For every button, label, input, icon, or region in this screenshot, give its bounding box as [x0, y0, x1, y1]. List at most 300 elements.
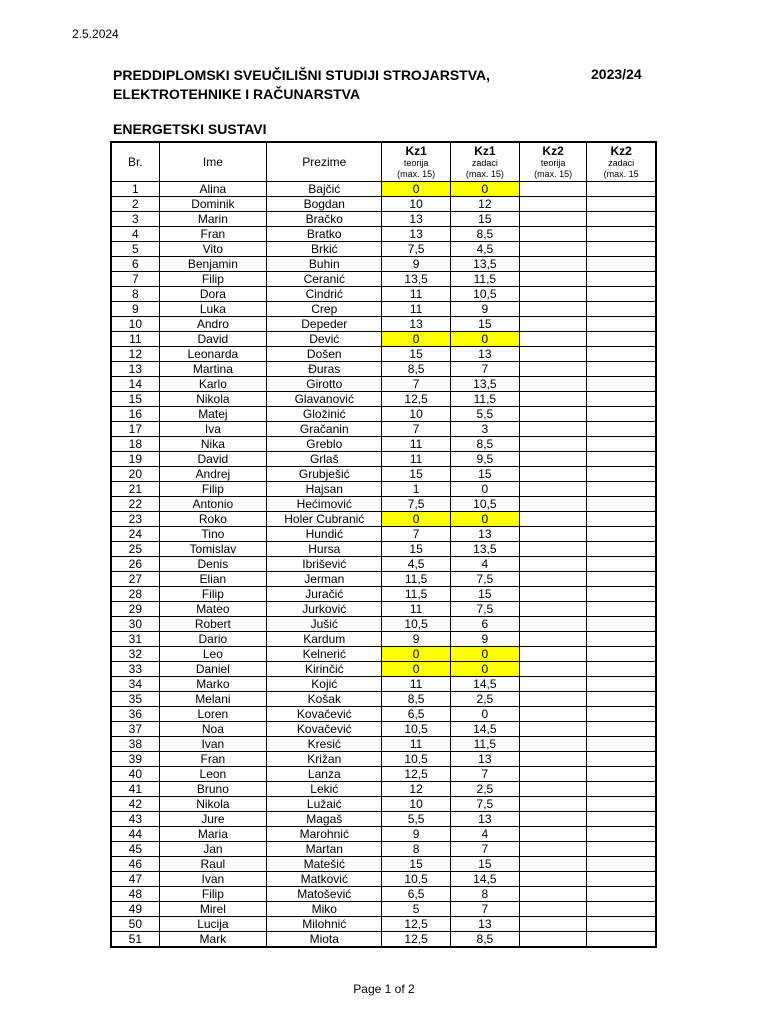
- cell-kz1-zadaci: 10,5: [450, 497, 519, 512]
- table-row: [111, 362, 656, 377]
- cell-kz2-zadaci: [587, 752, 656, 767]
- cell-kz1-teorija: 15: [382, 857, 450, 872]
- header-kz1-zadaci-sub: zadaci: [471, 158, 498, 168]
- cell-kz1-zadaci: 15: [450, 467, 519, 482]
- cell-kz1-zadaci: 11,5: [450, 392, 519, 407]
- cell-prezime: Kovačević: [267, 707, 382, 722]
- cell-kz2-zadaci: [587, 407, 656, 422]
- cell-kz1-zadaci: 4: [450, 827, 519, 842]
- cell-prezime: Ceranić: [267, 272, 382, 287]
- cell-kz1-teorija: 12: [382, 782, 450, 797]
- table-row: [111, 887, 656, 902]
- cell-prezime: Holer Cubranić: [267, 512, 382, 527]
- cell-kz2-teorija: [519, 422, 586, 437]
- cell-kz1-zadaci: 7: [450, 902, 519, 917]
- cell-kz2-zadaci: [587, 827, 656, 842]
- cell-kz1-zadaci: 15: [450, 212, 519, 227]
- cell-kz1-zadaci: 7,5: [450, 602, 519, 617]
- table-row: [111, 767, 656, 782]
- cell-kz2-zadaci: [587, 437, 656, 452]
- cell-kz1-zadaci: 7: [450, 767, 519, 782]
- cell-kz1-zadaci: 10,5: [450, 287, 519, 302]
- cell-kz2-zadaci: [587, 527, 656, 542]
- cell-br: 28: [111, 587, 159, 602]
- cell-prezime: Glavanović: [267, 392, 382, 407]
- cell-ime: Leon: [159, 767, 266, 782]
- cell-kz2-teorija: [519, 407, 586, 422]
- cell-kz2-zadaci: [587, 182, 656, 197]
- cell-br: 41: [111, 782, 159, 797]
- cell-kz1-teorija: 5,5: [382, 812, 450, 827]
- cell-kz2-teorija: [519, 647, 586, 662]
- cell-kz1-zadaci: 8,5: [450, 227, 519, 242]
- header-kz2-teorija-title: Kz2: [542, 144, 564, 158]
- cell-br: 39: [111, 752, 159, 767]
- cell-ime: Loren: [159, 707, 266, 722]
- cell-kz2-teorija: [519, 182, 586, 197]
- cell-ime: Jure: [159, 812, 266, 827]
- cell-br: 13: [111, 362, 159, 377]
- cell-ime: Nika: [159, 437, 266, 452]
- cell-br: 4: [111, 227, 159, 242]
- cell-prezime: Miko: [267, 902, 382, 917]
- cell-kz1-zadaci: 8,5: [450, 932, 519, 948]
- cell-br: 47: [111, 872, 159, 887]
- cell-kz2-teorija: [519, 887, 586, 902]
- cell-prezime: Hećimović: [267, 497, 382, 512]
- cell-prezime: Jurković: [267, 602, 382, 617]
- cell-kz1-zadaci: 0: [450, 662, 519, 677]
- cell-kz1-teorija: 11: [382, 602, 450, 617]
- cell-kz1-zadaci: 11,5: [450, 737, 519, 752]
- cell-prezime: Ibrišević: [267, 557, 382, 572]
- table-row: [111, 842, 656, 857]
- cell-kz1-teorija: 11: [382, 302, 450, 317]
- cell-kz1-teorija: 11,5: [382, 587, 450, 602]
- cell-kz2-teorija: [519, 512, 586, 527]
- cell-br: 6: [111, 257, 159, 272]
- cell-kz2-zadaci: [587, 467, 656, 482]
- cell-kz2-teorija: [519, 707, 586, 722]
- cell-kz1-zadaci: 8,5: [450, 437, 519, 452]
- cell-br: 27: [111, 572, 159, 587]
- table-row: [111, 407, 656, 422]
- table-row: [111, 512, 656, 527]
- cell-kz2-zadaci: [587, 257, 656, 272]
- cell-kz2-zadaci: [587, 272, 656, 287]
- cell-kz2-teorija: [519, 482, 586, 497]
- cell-kz1-zadaci: 4: [450, 557, 519, 572]
- cell-kz2-teorija: [519, 542, 586, 557]
- cell-kz2-zadaci: [587, 422, 656, 437]
- cell-br: 33: [111, 662, 159, 677]
- table-row: [111, 782, 656, 797]
- table-row: [111, 917, 656, 932]
- cell-br: 8: [111, 287, 159, 302]
- cell-ime: Filip: [159, 587, 266, 602]
- table-row: [111, 902, 656, 917]
- cell-br: 46: [111, 857, 159, 872]
- cell-br: 49: [111, 902, 159, 917]
- cell-kz2-teorija: [519, 902, 586, 917]
- cell-ime: Robert: [159, 617, 266, 632]
- cell-br: 51: [111, 932, 159, 948]
- cell-br: 11: [111, 332, 159, 347]
- header-kz1-teorija: [382, 142, 450, 182]
- cell-ime: Leo: [159, 647, 266, 662]
- cell-kz1-teorija: 12,5: [382, 917, 450, 932]
- cell-kz1-teorija: 0: [382, 662, 450, 677]
- table-row: [111, 212, 656, 227]
- cell-kz2-teorija: [519, 572, 586, 587]
- cell-kz2-zadaci: [587, 722, 656, 737]
- cell-prezime: Milohnić: [267, 917, 382, 932]
- cell-kz1-teorija: 12,5: [382, 392, 450, 407]
- cell-prezime: Miota: [267, 932, 382, 948]
- cell-ime: Raul: [159, 857, 266, 872]
- grades-body: [111, 182, 656, 948]
- cell-prezime: Hursa: [267, 542, 382, 557]
- cell-kz1-zadaci: 0: [450, 332, 519, 347]
- cell-kz1-zadaci: 7: [450, 362, 519, 377]
- cell-br: 1: [111, 182, 159, 197]
- cell-kz1-zadaci: 0: [450, 707, 519, 722]
- header-br: Br.: [111, 142, 159, 182]
- cell-prezime: Depeder: [267, 317, 382, 332]
- cell-prezime: Kelnerić: [267, 647, 382, 662]
- cell-prezime: Dević: [267, 332, 382, 347]
- cell-kz2-zadaci: [587, 557, 656, 572]
- cell-br: 35: [111, 692, 159, 707]
- cell-ime: Dominik: [159, 197, 266, 212]
- cell-kz1-teorija: 15: [382, 542, 450, 557]
- cell-kz2-teorija: [519, 497, 586, 512]
- cell-ime: Filip: [159, 482, 266, 497]
- cell-br: 19: [111, 452, 159, 467]
- cell-kz1-zadaci: 12: [450, 197, 519, 212]
- cell-br: 25: [111, 542, 159, 557]
- cell-kz1-teorija: 8,5: [382, 362, 450, 377]
- cell-kz1-zadaci: 13,5: [450, 257, 519, 272]
- cell-kz2-zadaci: [587, 512, 656, 527]
- cell-kz2-teorija: [519, 377, 586, 392]
- cell-kz1-teorija: 11: [382, 737, 450, 752]
- cell-ime: Jan: [159, 842, 266, 857]
- cell-kz2-teorija: [519, 917, 586, 932]
- cell-kz1-zadaci: 0: [450, 182, 519, 197]
- cell-prezime: Jerman: [267, 572, 382, 587]
- cell-ime: Filip: [159, 887, 266, 902]
- cell-br: 2: [111, 197, 159, 212]
- cell-kz1-zadaci: 8: [450, 887, 519, 902]
- cell-kz1-zadaci: 9,5: [450, 452, 519, 467]
- cell-kz2-zadaci: [587, 917, 656, 932]
- cell-ime: Mark: [159, 932, 266, 948]
- cell-ime: Tomislav: [159, 542, 266, 557]
- cell-br: 7: [111, 272, 159, 287]
- cell-kz2-teorija: [519, 722, 586, 737]
- table-row: [111, 257, 656, 272]
- cell-prezime: Cindrić: [267, 287, 382, 302]
- cell-kz1-zadaci: 13: [450, 917, 519, 932]
- cell-ime: Andrej: [159, 467, 266, 482]
- cell-kz2-zadaci: [587, 482, 656, 497]
- cell-kz1-zadaci: 13: [450, 347, 519, 362]
- cell-kz1-teorija: 0: [382, 332, 450, 347]
- cell-kz2-teorija: [519, 557, 586, 572]
- cell-kz1-teorija: 6,5: [382, 707, 450, 722]
- cell-br: 23: [111, 512, 159, 527]
- cell-prezime: Kojić: [267, 677, 382, 692]
- table-row: [111, 587, 656, 602]
- cell-ime: Iva: [159, 422, 266, 437]
- cell-kz1-teorija: 13: [382, 227, 450, 242]
- cell-kz2-zadaci: [587, 317, 656, 332]
- cell-ime: Roko: [159, 512, 266, 527]
- table-row: [111, 182, 656, 197]
- cell-br: 45: [111, 842, 159, 857]
- cell-kz1-teorija: 10: [382, 197, 450, 212]
- cell-ime: Filip: [159, 272, 266, 287]
- cell-kz1-zadaci: 13: [450, 527, 519, 542]
- cell-ime: Fran: [159, 227, 266, 242]
- cell-kz2-teorija: [519, 242, 586, 257]
- cell-kz2-zadaci: [587, 602, 656, 617]
- header-kz2-zadaci: [587, 142, 656, 182]
- cell-ime: Nikola: [159, 797, 266, 812]
- table-row: [111, 707, 656, 722]
- cell-kz1-zadaci: 7: [450, 842, 519, 857]
- cell-br: 9: [111, 302, 159, 317]
- table-row: [111, 272, 656, 287]
- cell-prezime: Došen: [267, 347, 382, 362]
- header-kz2-zadaci-title: Kz2: [610, 144, 632, 158]
- cell-kz2-teorija: [519, 587, 586, 602]
- cell-br: 38: [111, 737, 159, 752]
- table-row: [111, 557, 656, 572]
- header-kz2-teorija: [519, 142, 586, 182]
- cell-kz2-teorija: [519, 257, 586, 272]
- cell-ime: Vito: [159, 242, 266, 257]
- cell-br: 24: [111, 527, 159, 542]
- cell-kz2-zadaci: [587, 197, 656, 212]
- cell-kz1-zadaci: 0: [450, 482, 519, 497]
- cell-kz1-teorija: 7: [382, 422, 450, 437]
- cell-prezime: Kresić: [267, 737, 382, 752]
- cell-kz1-zadaci: 5,5: [450, 407, 519, 422]
- cell-kz2-zadaci: [587, 572, 656, 587]
- cell-kz2-zadaci: [587, 617, 656, 632]
- table-row: [111, 677, 656, 692]
- cell-ime: Elian: [159, 572, 266, 587]
- cell-kz1-teorija: 11: [382, 437, 450, 452]
- header-kz1-teorija-title: Kz1: [405, 144, 427, 158]
- cell-br: 30: [111, 617, 159, 632]
- cell-ime: Matej: [159, 407, 266, 422]
- cell-kz1-zadaci: 9: [450, 302, 519, 317]
- cell-kz1-teorija: 10,5: [382, 722, 450, 737]
- cell-kz1-zadaci: 15: [450, 857, 519, 872]
- table-row: [111, 572, 656, 587]
- cell-kz2-zadaci: [587, 212, 656, 227]
- cell-kz2-teorija: [519, 452, 586, 467]
- cell-kz2-zadaci: [587, 542, 656, 557]
- table-row: [111, 377, 656, 392]
- cell-ime: Marin: [159, 212, 266, 227]
- cell-ime: Ivan: [159, 872, 266, 887]
- cell-br: 31: [111, 632, 159, 647]
- cell-kz2-zadaci: [587, 782, 656, 797]
- cell-kz1-teorija: 4,5: [382, 557, 450, 572]
- header-kz1-teorija-sub: teorija: [403, 158, 429, 168]
- cell-kz2-zadaci: [587, 737, 656, 752]
- cell-kz2-zadaci: [587, 392, 656, 407]
- cell-prezime: Crep: [267, 302, 382, 317]
- cell-kz1-zadaci: 3: [450, 422, 519, 437]
- cell-br: 22: [111, 497, 159, 512]
- cell-kz2-teorija: [519, 797, 586, 812]
- cell-kz2-teorija: [519, 827, 586, 842]
- cell-kz1-zadaci: 11,5: [450, 272, 519, 287]
- cell-kz1-teorija: 7: [382, 377, 450, 392]
- cell-kz1-teorija: 9: [382, 827, 450, 842]
- cell-prezime: Hajsan: [267, 482, 382, 497]
- cell-prezime: Đuras: [267, 362, 382, 377]
- header-kz1-zadaci-title: Kz1: [474, 144, 496, 158]
- cell-br: 20: [111, 467, 159, 482]
- cell-br: 48: [111, 887, 159, 902]
- table-row: [111, 722, 656, 737]
- cell-prezime: Košak: [267, 692, 382, 707]
- cell-kz2-teorija: [519, 302, 586, 317]
- cell-kz1-zadaci: 7,5: [450, 797, 519, 812]
- cell-kz2-zadaci: [587, 932, 656, 948]
- table-row: [111, 812, 656, 827]
- cell-kz1-zadaci: 13: [450, 752, 519, 767]
- cell-br: 15: [111, 392, 159, 407]
- cell-ime: Fran: [159, 752, 266, 767]
- cell-kz1-teorija: 5: [382, 902, 450, 917]
- table-row: [111, 827, 656, 842]
- cell-br: 14: [111, 377, 159, 392]
- grades-table: [110, 141, 657, 948]
- cell-kz1-teorija: 10,5: [382, 752, 450, 767]
- cell-prezime: Grubješić: [267, 467, 382, 482]
- cell-prezime: Bajčić: [267, 182, 382, 197]
- cell-ime: Antonio: [159, 497, 266, 512]
- cell-kz1-teorija: 7,5: [382, 242, 450, 257]
- table-row: [111, 797, 656, 812]
- cell-kz2-zadaci: [587, 362, 656, 377]
- cell-ime: David: [159, 332, 266, 347]
- cell-kz2-teorija: [519, 812, 586, 827]
- table-row: [111, 437, 656, 452]
- cell-kz2-teorija: [519, 437, 586, 452]
- cell-br: 36: [111, 707, 159, 722]
- cell-kz2-teorija: [519, 332, 586, 347]
- cell-prezime: Gložinić: [267, 407, 382, 422]
- cell-prezime: Matković: [267, 872, 382, 887]
- cell-prezime: Križan: [267, 752, 382, 767]
- cell-kz2-teorija: [519, 392, 586, 407]
- cell-kz1-teorija: 10,5: [382, 872, 450, 887]
- table-row: [111, 872, 656, 887]
- cell-prezime: Bogdan: [267, 197, 382, 212]
- table-row: [111, 632, 656, 647]
- table-header-row: [111, 142, 656, 182]
- cell-br: 44: [111, 827, 159, 842]
- cell-kz2-zadaci: [587, 662, 656, 677]
- cell-ime: Alina: [159, 182, 266, 197]
- cell-kz1-teorija: 10: [382, 797, 450, 812]
- cell-kz2-teorija: [519, 662, 586, 677]
- cell-kz2-zadaci: [587, 347, 656, 362]
- cell-kz1-teorija: 11: [382, 452, 450, 467]
- cell-kz2-teorija: [519, 767, 586, 782]
- cell-ime: Leonarda: [159, 347, 266, 362]
- cell-ime: Denis: [159, 557, 266, 572]
- cell-ime: Andro: [159, 317, 266, 332]
- cell-kz1-zadaci: 9: [450, 632, 519, 647]
- cell-kz1-teorija: 8: [382, 842, 450, 857]
- table-row: [111, 857, 656, 872]
- cell-kz1-zadaci: 14,5: [450, 722, 519, 737]
- page-footer: Page 1 of 2: [353, 982, 415, 996]
- cell-kz1-teorija: 1: [382, 482, 450, 497]
- cell-prezime: Juračić: [267, 587, 382, 602]
- table-row: [111, 287, 656, 302]
- header-kz1-teorija-max: (max. 15): [397, 169, 436, 179]
- cell-kz2-teorija: [519, 527, 586, 542]
- cell-br: 26: [111, 557, 159, 572]
- table-row: [111, 602, 656, 617]
- table-row: [111, 317, 656, 332]
- cell-prezime: Matošević: [267, 887, 382, 902]
- table-row: [111, 482, 656, 497]
- cell-kz2-teorija: [519, 692, 586, 707]
- cell-br: 5: [111, 242, 159, 257]
- cell-ime: Luka: [159, 302, 266, 317]
- cell-kz1-teorija: 0: [382, 647, 450, 662]
- cell-kz2-teorija: [519, 287, 586, 302]
- cell-kz2-zadaci: [587, 377, 656, 392]
- cell-prezime: Hundić: [267, 527, 382, 542]
- cell-kz2-teorija: [519, 362, 586, 377]
- cell-ime: Mirel: [159, 902, 266, 917]
- cell-prezime: Marohnić: [267, 827, 382, 842]
- cell-prezime: Jušić: [267, 617, 382, 632]
- cell-kz2-zadaci: [587, 767, 656, 782]
- cell-kz2-teorija: [519, 617, 586, 632]
- cell-kz2-teorija: [519, 632, 586, 647]
- table-row: [111, 737, 656, 752]
- cell-ime: Ivan: [159, 737, 266, 752]
- cell-kz2-teorija: [519, 752, 586, 767]
- cell-prezime: Girotto: [267, 377, 382, 392]
- cell-kz2-zadaci: [587, 857, 656, 872]
- cell-br: 32: [111, 647, 159, 662]
- cell-kz2-zadaci: [587, 812, 656, 827]
- cell-kz1-zadaci: 7,5: [450, 572, 519, 587]
- cell-br: 10: [111, 317, 159, 332]
- cell-kz1-teorija: 9: [382, 632, 450, 647]
- cell-kz1-teorija: 7,5: [382, 497, 450, 512]
- cell-br: 29: [111, 602, 159, 617]
- cell-kz2-zadaci: [587, 452, 656, 467]
- cell-kz1-zadaci: 13: [450, 812, 519, 827]
- cell-ime: Marko: [159, 677, 266, 692]
- table-row: [111, 497, 656, 512]
